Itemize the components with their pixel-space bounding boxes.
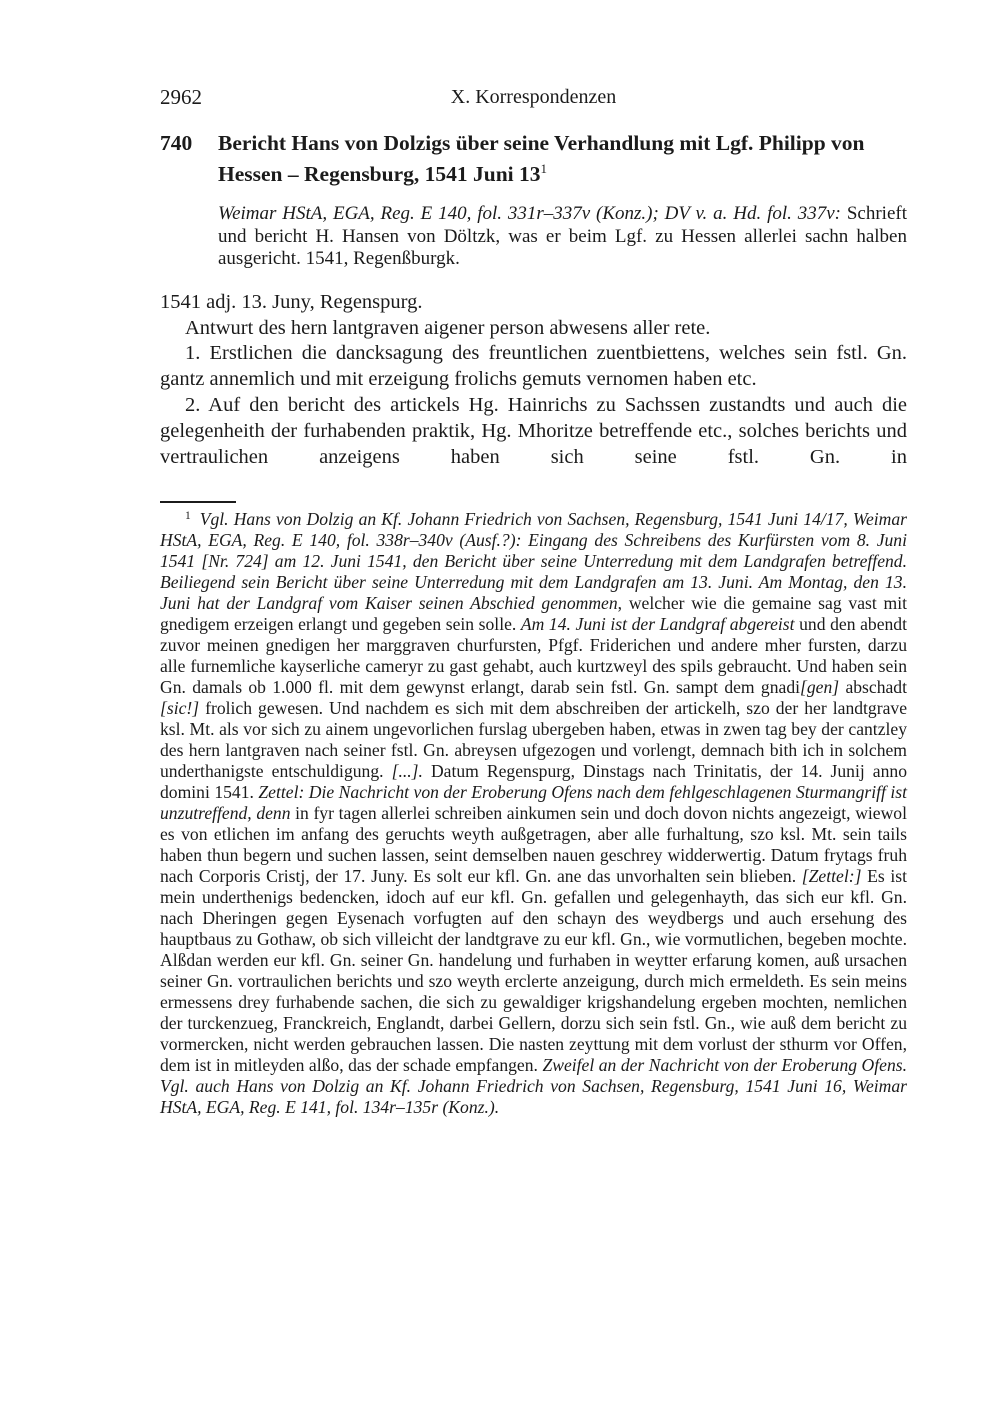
document-body xyxy=(160,290,907,471)
footnote-segment-italic: [sic!] xyxy=(160,698,200,719)
body-paragraph: Antwurt des hern lantgraven aigener person abwesens aller rete. xyxy=(185,316,711,339)
footnote-segment-roman: Es ist mein underthenigs bedencken, idoch auf eur kfl. Gn. gefallen und gelegenhayth, das sich eur kfl. Gn. nach Dheringen gegen Eysenach vorfugten auf den schayn des weydbergs und auch ersehung des hauptbaus zu Gothaw, ob sich villeicht der landtgrave zu eur kfl. Gn., wie vormutlichen, begeben mochte. Alßdan werden eur kfl. Gn. seiner Gn. handelung und furhaben in weytter erfarung komen, auß ursachen seiner Gn. vortraulichen berichts und szo weyth erclerte anzeigung, durch mich ermeldeth. Es sein meins ermessens drey furhabende sachen, die sich zu gewaldiger krigshandelung ergeben mochten, nemlichen der turckenzueg, Franckreich, Englandt, darbei Gellern, dorzu sich sein fstl. Gn., wie auß dem bericht zu vormercken, nicht werden gebrauchen lassen. Die nasten zeyttung mit dem vorlust der sthurm vor Offen, dem ist in mitleyden alßo, das der schade empfangen. xyxy=(160,866,907,1076)
footnote-segment-roman: abschadt xyxy=(839,677,907,698)
footnote-segment-roman: in fyr tagen allerlei schreiben ainkumen sein und doch dovon nichts angezeigt, wiewol es von etlichen im anfang des geruchts weyth außgetragen, aber alle furhaltung, szo ksl. Mt. sein tails haben thun begern und suchen lassen, seint demselben nauen geschrey widderwertig. Datum frytags fruh nach Corporis Cristj, der 17. Juny. Es solt eur kfl. Gn. ane das unvorhalten sein blieben. xyxy=(160,803,907,887)
running-head-title: X. Korrespondenzen xyxy=(450,86,617,108)
text-column xyxy=(160,84,907,1118)
entry-heading xyxy=(160,128,907,190)
entry-title-text: Bericht Hans von Dolzigs über seine Verhandlung mit Lgf. Philipp von Hessen – Regensburg, 1541 Juni 13 xyxy=(218,131,865,186)
footnote-marker: 1 xyxy=(185,509,191,522)
footnote-segment-italic: Zettel: Die Nachricht von der Eroberung Ofens nach dem fehlgeschlagenen Sturmangriff ist unzutreffend, denn xyxy=(160,782,907,824)
body-paragraph: 2. Auf den bericht des artickels Hg. Hainrichs zu Sachssen zustandts und auch die gelegenheith der furhabenden praktik, Hg. Mhoritze betreffende etc., solches berichts und vertraulichen anzeigens haben sich seine fstl. Gn. in xyxy=(160,393,907,468)
footnote-segment-italic: Zweifel an der Nachricht von der Eroberung Ofens. Vgl. auch Hans von Dolzig an Kf. Johann Friedrich von Sachsen, Regensburg, 1541 Juni 16, Weimar HStA, EGA, Reg. E 141, fol. 134r–135r (Konz.). xyxy=(160,1055,907,1118)
footnote-segment-roman: Datum Regenspurg, Dinstags nach Trinitatis, der 14. Junij anno domini 1541. xyxy=(160,761,908,803)
page-number: 2962 xyxy=(160,85,202,109)
source-archival-reference: Weimar HStA, EGA, Reg. E 140, fol. 331r–337v (Konz.); DV v. a. Hd. fol. 337v: xyxy=(218,203,841,224)
body-paragraph: 1. Erstlichen die dancksagung des freuntlichen zuentbiettens, welches sein fstl. Gn. gantz annemlich und mit erzeigung frolichs gemuts vernomen haben etc. xyxy=(160,342,907,391)
footnote-reference: 1 xyxy=(540,160,548,176)
footnote-segment-italic: [Zettel:] xyxy=(801,866,862,887)
footnote-separator-rule xyxy=(160,501,236,503)
footnote-segment-italic: Am 14. Juni ist der Landgraf abgereist xyxy=(520,614,795,635)
footnote-segment-italic: [gen] xyxy=(800,677,840,698)
dateline: 1541 adj. 13. Juny, Regenspurg. xyxy=(160,290,423,313)
entry-number: 740 xyxy=(160,131,193,155)
footnote-segment-italic: Vgl. Hans von Dolzig an Kf. Johann Friedrich von Sachsen, Regensburg, 1541 Juni 14/17, Weimar HStA, EGA, Reg. E 140, fol. 338r–340v (Ausf.?): Eingang des Schreibens des Kurfürsten vom 8. Juni 1541 [Nr. 724] am 12. Juni 1541, den Bericht über seine Unterredung mit dem Landgrafen betreffend. Beiliegend sein Bericht über seine Unterredung mit dem Landgrafen am 13. Juni. Am Montag, den 13. Juni hat der Landgraf vom Kaiser seinen Abschied genommen xyxy=(160,509,907,614)
footnote-segment-roman: frolich gewesen. Und nachdem es sich mit dem abschreiben der artickelh, szo der her landtgrave ksl. Mt. als vor sich zu ainem ungevorlichen furslag ubergeben haben, etwas in zwen tag bey der cantzley des hern lantgraven nach seiner fstl. Gn. abreysen ufgezogen und vorlengt, demnach bith ich in solchem underthanigste entschuldigung. xyxy=(160,698,907,782)
source-note xyxy=(218,203,907,271)
footnote-segment-roman: und den abendt zuvor meinen gnedigen her marggraven churfursten, Pfgf. Friderichen und andere mher fursten, darzu alle furnemliche kayserliche cameryr zu gast gehabt, auch kurtzweyl des spils gebraucht. Und haben sein Gn. damals ob 1.000 fl. mit dem gewynst erlangt, darab sein fstl. Gn. sampt dem gnadi xyxy=(160,614,907,698)
footnote xyxy=(160,509,907,1118)
entry-title xyxy=(218,128,907,190)
footnote-body xyxy=(160,509,907,1117)
footnote-segment-roman: , welcher wie die gemaine sag vast mit gnedigem erzeigen erlangt und gegeben sein solle. xyxy=(160,593,907,635)
running-header xyxy=(160,84,907,110)
source-dorsal-note: Schrieft und bericht H. Hansen von Döltzk, was er beim Lgf. zu Hessen allerlei sachn halben ausgericht. 1541, Regenßburgk. xyxy=(218,203,908,270)
footnote-segment-italic: [...]. xyxy=(391,761,423,782)
